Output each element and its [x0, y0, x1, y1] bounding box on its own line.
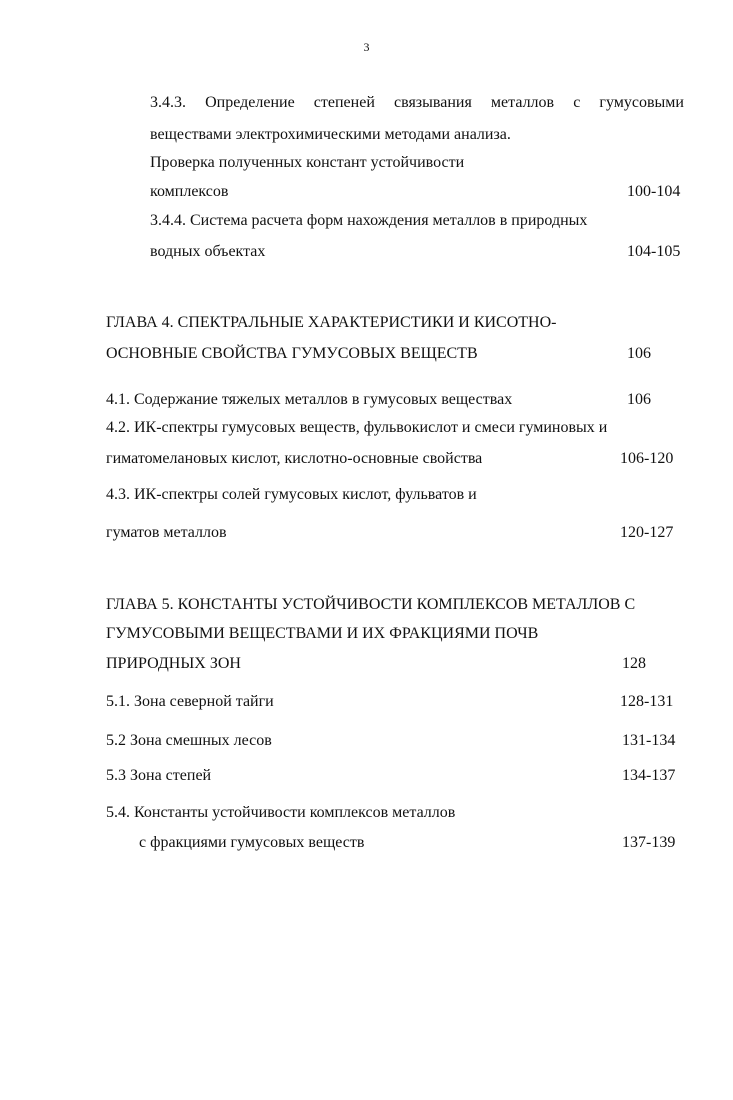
toc-entry-text: 4.1. Содержание тяжелых металлов в гумусовых веществах: [106, 391, 513, 408]
toc-page-range: 120-127: [620, 524, 674, 541]
chapter-title: ГЛАВА 5. КОНСТАНТЫ УСТОЙЧИВОСТИ КОМПЛЕКСОВ МЕТАЛЛОВ С: [106, 596, 636, 613]
toc-entry-text: 5.3 Зона степей: [106, 767, 212, 784]
toc-entry-text: гуматов металлов: [106, 524, 227, 541]
toc-entry-text: 5.1. Зона северной тайги: [106, 693, 274, 710]
toc-page-range: 106: [627, 345, 651, 362]
page-number: 3: [363, 40, 370, 54]
chapter-title: ГЛАВА 4. СПЕКТРАЛЬНЫЕ ХАРАКТЕРИСТИКИ И КИСОТНО-: [106, 314, 557, 331]
toc-entry-text: 3.4.3. Определение степеней связывания металлов с гумусовыми: [150, 94, 684, 111]
toc-entry-text: Проверка полученных констант устойчивости: [150, 154, 465, 171]
toc-page-range: 106-120: [620, 450, 674, 467]
toc-entry-text: 5.2 Зона смешных лесов: [106, 732, 272, 749]
chapter-title: ГУМУСОВЫМИ ВЕЩЕСТВАМИ И ИХ ФРАКЦИЯМИ ПОЧВ: [106, 625, 539, 642]
toc-page-range: 134-137: [622, 767, 676, 784]
toc-entry-text: комплексов: [150, 183, 229, 200]
toc-entry-text: гиматомелановых кислот, кислотно-основные свойства: [106, 450, 483, 467]
toc-page-range: 137-139: [622, 834, 676, 851]
chapter-title: ПРИРОДНЫХ ЗОН: [106, 655, 241, 672]
toc-entry-text: 3.4.4. Система расчета форм нахождения металлов в природных: [150, 212, 588, 229]
toc-entry-text: 4.3. ИК-спектры солей гумусовых кислот, фульватов и: [106, 486, 477, 503]
toc-entry-text: веществами электрохимическими методами анализа.: [150, 126, 511, 143]
toc-entry-text: 4.2. ИК-спектры гумусовых веществ, фульвокислот и смеси гуминовых и: [106, 419, 608, 436]
chapter-title: ОСНОВНЫЕ СВОЙСТВА ГУМУСОВЫХ ВЕЩЕСТВ: [106, 345, 478, 362]
toc-entry-text: с фракциями гумусовых веществ: [139, 834, 365, 851]
toc-page-range: 106: [627, 391, 651, 408]
toc-page-range: 104-105: [627, 243, 681, 260]
toc-page-range: 100-104: [627, 183, 681, 200]
toc-page-range: 128-131: [620, 693, 674, 710]
toc-entry-text: 5.4. Константы устойчивости комплексов металлов: [106, 804, 456, 821]
toc-page-range: 131-134: [622, 732, 676, 749]
toc-entry-text: водных объектах: [150, 243, 266, 260]
toc-page-range: 128: [622, 655, 646, 672]
